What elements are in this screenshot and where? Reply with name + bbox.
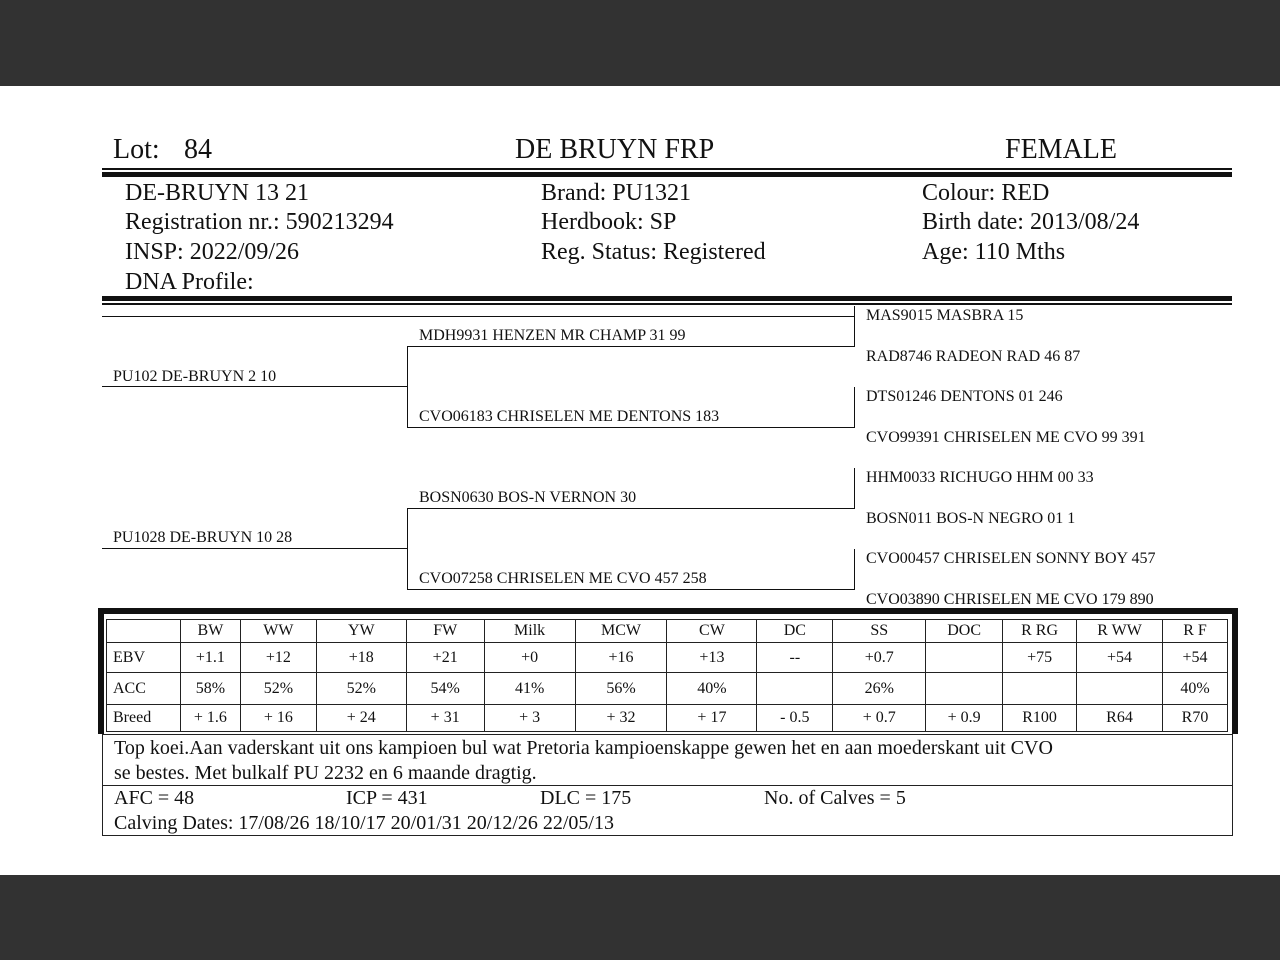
acc-cell: 40% [1162,673,1227,705]
header-rule-thin [102,168,1232,170]
breed-cell: + 3 [484,705,575,732]
dam: PU1028 DE-BRUYN 10 28 [113,529,293,546]
acc-cell [757,673,833,705]
breed-cell: + 0.7 [833,705,926,732]
acc-cell: 40% [667,673,757,705]
sire-line [102,386,408,387]
dam-line [102,548,408,549]
dam-dam-line [407,589,854,590]
dna-profile: DNA Profile: [125,269,254,295]
remarks-line-1: Top koei.Aan vaderskant uit ons kampioen bul wat Pretoria kampioenskappe gewen het en aan moederskant uit CVO [114,737,1053,759]
sire-sire-line [407,346,854,347]
ebv-header-cell: Milk [484,620,575,643]
ebv-cell: +16 [575,643,667,673]
ggp-5: HHM0033 RICHUGO HHM 00 33 [866,469,1094,486]
ebv-cell: +12 [240,643,316,673]
ebv-header-cell: SS [833,620,926,643]
registration-number: Registration nr.: 590213294 [125,209,394,235]
pedigree-top-rule [102,316,854,317]
ebv-header-cell: R WW [1077,620,1163,643]
dam-bracket [407,508,408,590]
ebv-header-cell: WW [240,620,316,643]
dlc: DLC = 175 [540,787,632,809]
ebv-header-cell: FW [406,620,484,643]
brand: Brand: PU1321 [541,180,691,206]
acc-cell: 52% [240,673,316,705]
ebv-cell: +18 [316,643,406,673]
lot-label: Lot: [113,134,160,165]
acc-cell: 41% [484,673,575,705]
acc-cell: 58% [180,673,240,705]
ebv-header-cell [107,620,181,643]
breed-cell: R70 [1162,705,1227,732]
header-rule-thick [102,172,1232,177]
acc-row-label: ACC [107,673,181,705]
acc-cell: 26% [833,673,926,705]
breed-cell: + 1.6 [180,705,240,732]
acc-cell: 54% [406,673,484,705]
sire-bracket [407,346,408,428]
dam-sire: BOSN0630 BOS-N VERNON 30 [419,489,637,506]
dam-dam: CVO07258 CHRISELEN ME CVO 457 258 [419,570,707,587]
dam-sire-line [407,508,854,509]
breed-cell: + 31 [406,705,484,732]
breed-cell: + 32 [575,705,667,732]
owner-name: DE BRUYN FRP [515,134,715,165]
ebv-frame-left [98,608,104,734]
calving-dates: Calving Dates: 17/08/26 18/10/17 20/01/31 20/12/26 22/05/13 [114,812,614,834]
info-rule-thick [102,296,1232,301]
acc-cell: 52% [316,673,406,705]
ebv-row-label: EBV [107,643,181,673]
ebv-header-cell: YW [316,620,406,643]
ebv-cell: +75 [1003,643,1077,673]
ebv-cell: +13 [667,643,757,673]
number-of-calves: No. of Calves = 5 [764,787,906,809]
ebv-cell: +54 [1077,643,1163,673]
ebv-cell: +1.1 [180,643,240,673]
ggp-bracket-4 [854,549,855,590]
ggp-7: CVO00457 CHRISELEN SONNY BOY 457 [866,550,1156,567]
ebv-header-cell: R RG [1003,620,1077,643]
ebv-header-cell: MCW [575,620,667,643]
sire: PU102 DE-BRUYN 2 10 [113,368,277,385]
reg-status: Reg. Status: Registered [541,239,766,265]
ebv-cell: -- [757,643,833,673]
ebv-table [106,619,1228,732]
breed-cell: + 24 [316,705,406,732]
breed-cell: + 17 [667,705,757,732]
birth-date: Birth date: 2013/08/24 [922,209,1140,235]
colour: Colour: RED [922,180,1050,206]
ebv-frame-right [1232,608,1238,734]
ggp-8: CVO03890 CHRISELEN ME CVO 179 890 [866,591,1154,608]
ggp-3: DTS01246 DENTONS 01 246 [866,388,1063,405]
ebv-header-row [107,620,1228,643]
ebv-row [107,643,1228,673]
ebv-cell: +0 [484,643,575,673]
ebv-header-cell: BW [180,620,240,643]
remarks-line-2: se bestes. Met bulkalf PU 2232 en 6 maande dragtig. [114,762,537,784]
lot-number: 84 [184,134,212,165]
ggp-bracket-3 [854,468,855,509]
ebv-cell [926,643,1003,673]
breed-cell: R100 [1003,705,1077,732]
sire-dam-line [407,427,854,428]
ebv-cell: +21 [406,643,484,673]
animal-name: DE-BRUYN 13 21 [125,180,309,206]
ebv-cell: +0.7 [833,643,926,673]
breed-row [107,705,1228,732]
ebv-header-cell: DC [757,620,833,643]
afc: AFC = 48 [114,787,195,809]
sex-label: FEMALE [1005,134,1117,165]
ebv-frame-top [98,608,1238,614]
inspection-date: INSP: 2022/09/26 [125,239,300,265]
age: Age: 110 Mths [922,239,1066,265]
ebv-header-cell: DOC [926,620,1003,643]
breed-row-label: Breed [107,705,181,732]
acc-cell: 56% [575,673,667,705]
breed-cell: + 0.9 [926,705,1003,732]
breed-cell: R64 [1077,705,1163,732]
info-rule-thin [102,303,1232,305]
ggp-4: CVO99391 CHRISELEN ME CVO 99 391 [866,429,1146,446]
acc-row [107,673,1228,705]
ggp-bracket-2 [854,387,855,428]
icp: ICP = 431 [346,787,428,809]
ggp-6: BOSN011 BOS-N NEGRO 01 1 [866,510,1076,527]
breed-cell: + 16 [240,705,316,732]
breed-cell: - 0.5 [757,705,833,732]
acc-cell [1003,673,1077,705]
ggp-2: RAD8746 RADEON RAD 46 87 [866,348,1081,365]
sire-dam: CVO06183 CHRISELEN ME DENTONS 183 [419,408,720,425]
ebv-header-cell: R F [1162,620,1227,643]
sire-sire: MDH9931 HENZEN MR CHAMP 31 99 [419,327,686,344]
ebv-cell: +54 [1162,643,1227,673]
ebv-header-cell: CW [667,620,757,643]
herdbook: Herdbook: SP [541,209,677,235]
acc-cell [1077,673,1163,705]
ggp-1: MAS9015 MASBRA 15 [866,307,1024,324]
catalogue-page [0,86,1280,875]
ggp-bracket-1 [854,306,855,347]
acc-cell [926,673,1003,705]
